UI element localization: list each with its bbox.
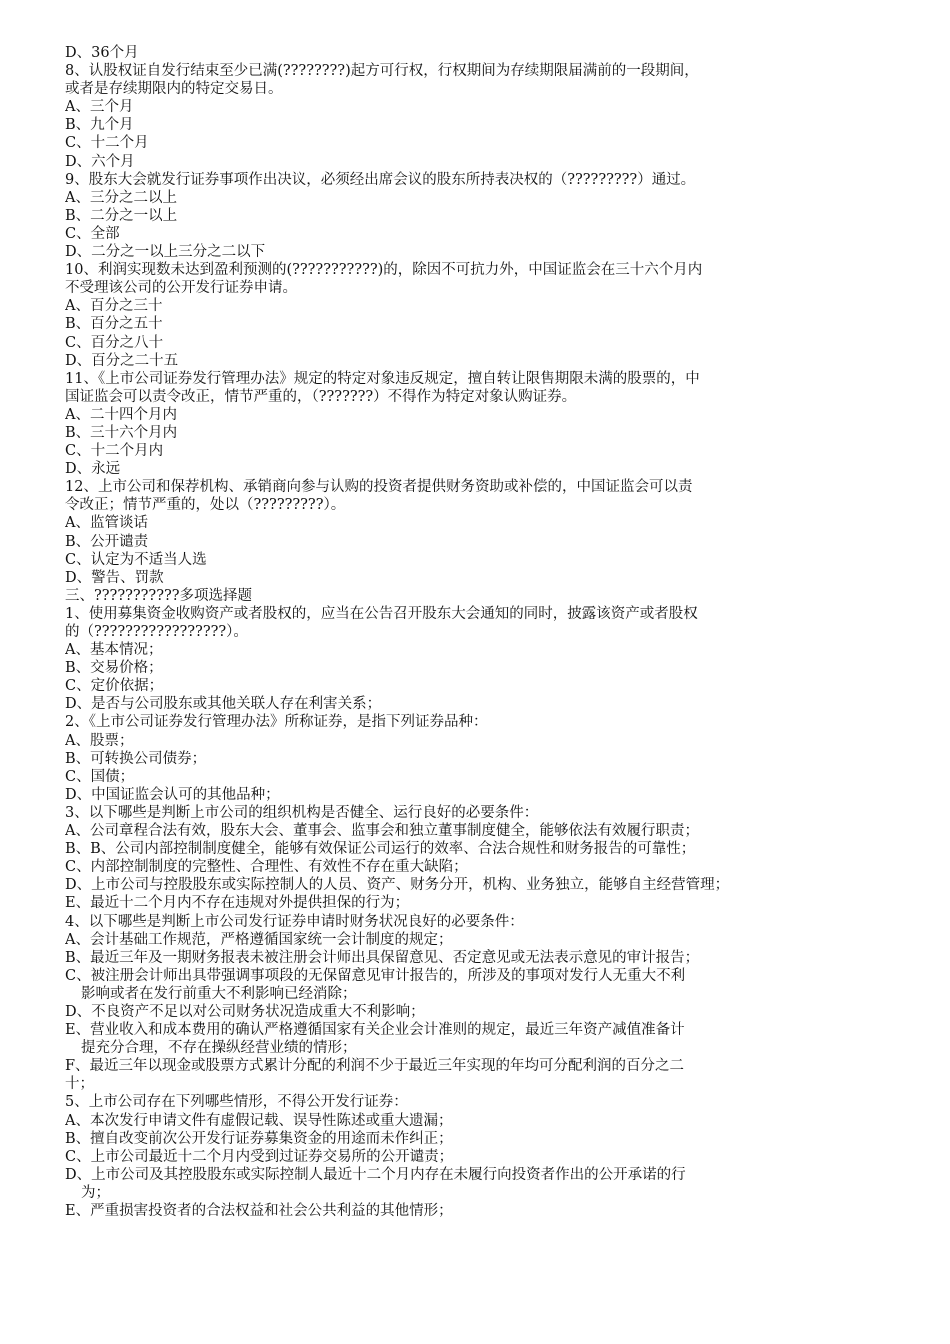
option-line: C、十二个月: [65, 135, 149, 152]
option-line: D、中国证监会认可的其他品种；: [65, 786, 280, 803]
option-line: A、三分之二以上: [65, 189, 177, 206]
text-line: 为；: [81, 1184, 110, 1201]
option-line: C、内部控制制度的完整性、合理性、有效性不存在重大缺陷；: [65, 859, 468, 876]
option-line: D、百分之二十五: [65, 352, 179, 369]
option-line: C、全部: [65, 225, 120, 242]
option-line: C、十二个月内: [65, 443, 164, 460]
option-line: C、被注册会计师出具带强调事项段的无保留意见审计报告的，所涉及的事项对发行人无重大不利: [65, 967, 686, 984]
option-line: C、定价依据；: [65, 678, 164, 695]
option-line: D、警告、罚款: [65, 569, 164, 586]
option-line: A、监管谈话: [65, 515, 148, 532]
option-line: B、可转换公司债券；: [65, 750, 207, 767]
option-line: E、最近十二个月内不存在违规对外提供担保的行为；: [65, 895, 410, 912]
text-line: 提充分合理，不存在操纵经营业绩的情形；: [81, 1040, 357, 1057]
text-line: 的（?????????????????）。: [65, 624, 248, 640]
option-line: D、永远: [65, 461, 121, 478]
text-line: D、36个月: [65, 45, 139, 61]
text-line: 国证监会可以责令改正，情节严重的，（???????）不得作为特定对象认购证券。: [65, 388, 577, 405]
option-line: B、擅自改变前次公开发行证券募集资金的用途而未作纠正；: [65, 1130, 453, 1147]
option-line: B、九个月: [65, 117, 134, 134]
option-line: D、是否与公司股东或其他关联人存在利害关系；: [65, 696, 382, 713]
multi-question-1: 1、使用募集资金收购资产或者股权的，应当在公告召开股东大会通知的同时，披露该资产或者股权: [65, 605, 698, 622]
option-line: E、严重损害投资者的合法权益和社会公共利益的其他情形；: [65, 1203, 453, 1219]
multi-question-4: 4、以下哪些是判断上市公司发行证券申请时财务状况良好的必要条件：: [65, 913, 524, 930]
option-line: A、二十四个月内: [65, 406, 177, 423]
option-line: A、基本情况；: [65, 642, 163, 659]
option-line: B、百分之五十: [65, 316, 163, 333]
question-12: 12、上市公司和保荐机构、承销商向参与认购的投资者提供财务资助或补偿的，中国证监会可以责: [65, 479, 693, 496]
option-line: B、公开谴责: [65, 533, 149, 550]
option-line: B、三十六个月内: [65, 424, 178, 441]
option-line: C、认定为不适当人选: [65, 551, 207, 568]
option-line: D、不良资产不足以对公司财务状况造成重大不利影响；: [65, 1003, 425, 1020]
option-line: D、上市公司及其控股股东或实际控制人最近十二个月内存在未履行向投资者作出的公开承诺的行: [65, 1166, 686, 1183]
question-10: 10、利润实现数未达到盈利预测的(???????????)的，除因不可抗力外，中国证监会在三十六个月内: [65, 262, 703, 279]
option-line: B、二分之一以上: [65, 207, 178, 224]
option-line: C、上市公司最近十二个月内受到过证券交易所的公开谴责；: [65, 1148, 454, 1165]
section-heading: 三、???????????多项选择题: [65, 587, 253, 604]
option-line: D、上市公司与控股股东或实际控制人的人员、资产、财务分开，机构、业务独立，能够自主经营管理；: [65, 877, 730, 894]
option-line: B、最近三年及一期财务报表未被注册会计师出具保留意见、否定意见或无法表示意见的审计报告；: [65, 949, 700, 966]
option-line: A、百分之三十: [65, 298, 163, 315]
text-line: 不受理该公司的公开发行证券申请。: [65, 280, 297, 297]
option-line: D、六个月: [65, 153, 135, 170]
multi-question-3: 3、以下哪些是判断上市公司的组织机构是否健全、运行良好的必要条件：: [65, 804, 539, 821]
text-line: 或者是存续期限内的特定交易日。: [65, 81, 283, 98]
question-9: 9、股东大会就发行证券事项作出决议，必须经出席会议的股东所持表决权的（?????????）通过。: [65, 171, 696, 188]
question-8: 8、认股权证自发行结束至少已满(????????)起方可行权，行权期间为存续期限届满前的一段期间，: [65, 63, 699, 80]
text-line: 影响或者在发行前重大不利影响已经消除；: [81, 985, 357, 1002]
option-line: C、百分之八十: [65, 334, 164, 351]
multi-question-5: 5、上市公司存在下列哪些情形，不得公开发行证券：: [65, 1094, 408, 1111]
option-line: F、最近三年以现金或股票方式累计分配的利润不少于最近三年实现的年均可分配利润的百分之二: [65, 1058, 685, 1075]
option-line: E、营业收入和成本费用的确认严格遵循国家有关企业会计准则的规定，最近三年资产减值准备计: [65, 1022, 685, 1039]
option-line: A、会计基础工作规范，严格遵循国家统一会计制度的规定；: [65, 931, 453, 948]
option-line: A、三个月: [65, 99, 134, 116]
multi-question-2: 2、《上市公司证券发行管理办法》所称证券，是指下列证券品种：: [65, 714, 488, 731]
option-line: A、公司章程合法有效，股东大会、董事会、监事会和独立董事制度健全，能够依法有效履行职责；: [65, 823, 699, 840]
option-line: B、B、公司内部控制制度健全，能够有效保证公司运行的效率、合法合规性和财务报告的可靠性；: [65, 841, 696, 858]
option-line: D、二分之一以上三分之二以下: [65, 244, 266, 261]
option-line: A、股票；: [65, 732, 134, 749]
question-11: 11、《上市公司证券发行管理办法》规定的特定对象违反规定，擅自转让限售期限未满的股票的，中: [65, 370, 700, 387]
option-line: B、交易价格；: [65, 660, 163, 677]
text-line: 令改正；情节严重的，处以（?????????）。: [65, 497, 346, 514]
option-line: A、本次发行申请文件有虚假记载、误导性陈述或重大遗漏；: [65, 1112, 453, 1129]
option-line: C、国债；: [65, 768, 135, 785]
text-line: 十；: [65, 1076, 94, 1093]
